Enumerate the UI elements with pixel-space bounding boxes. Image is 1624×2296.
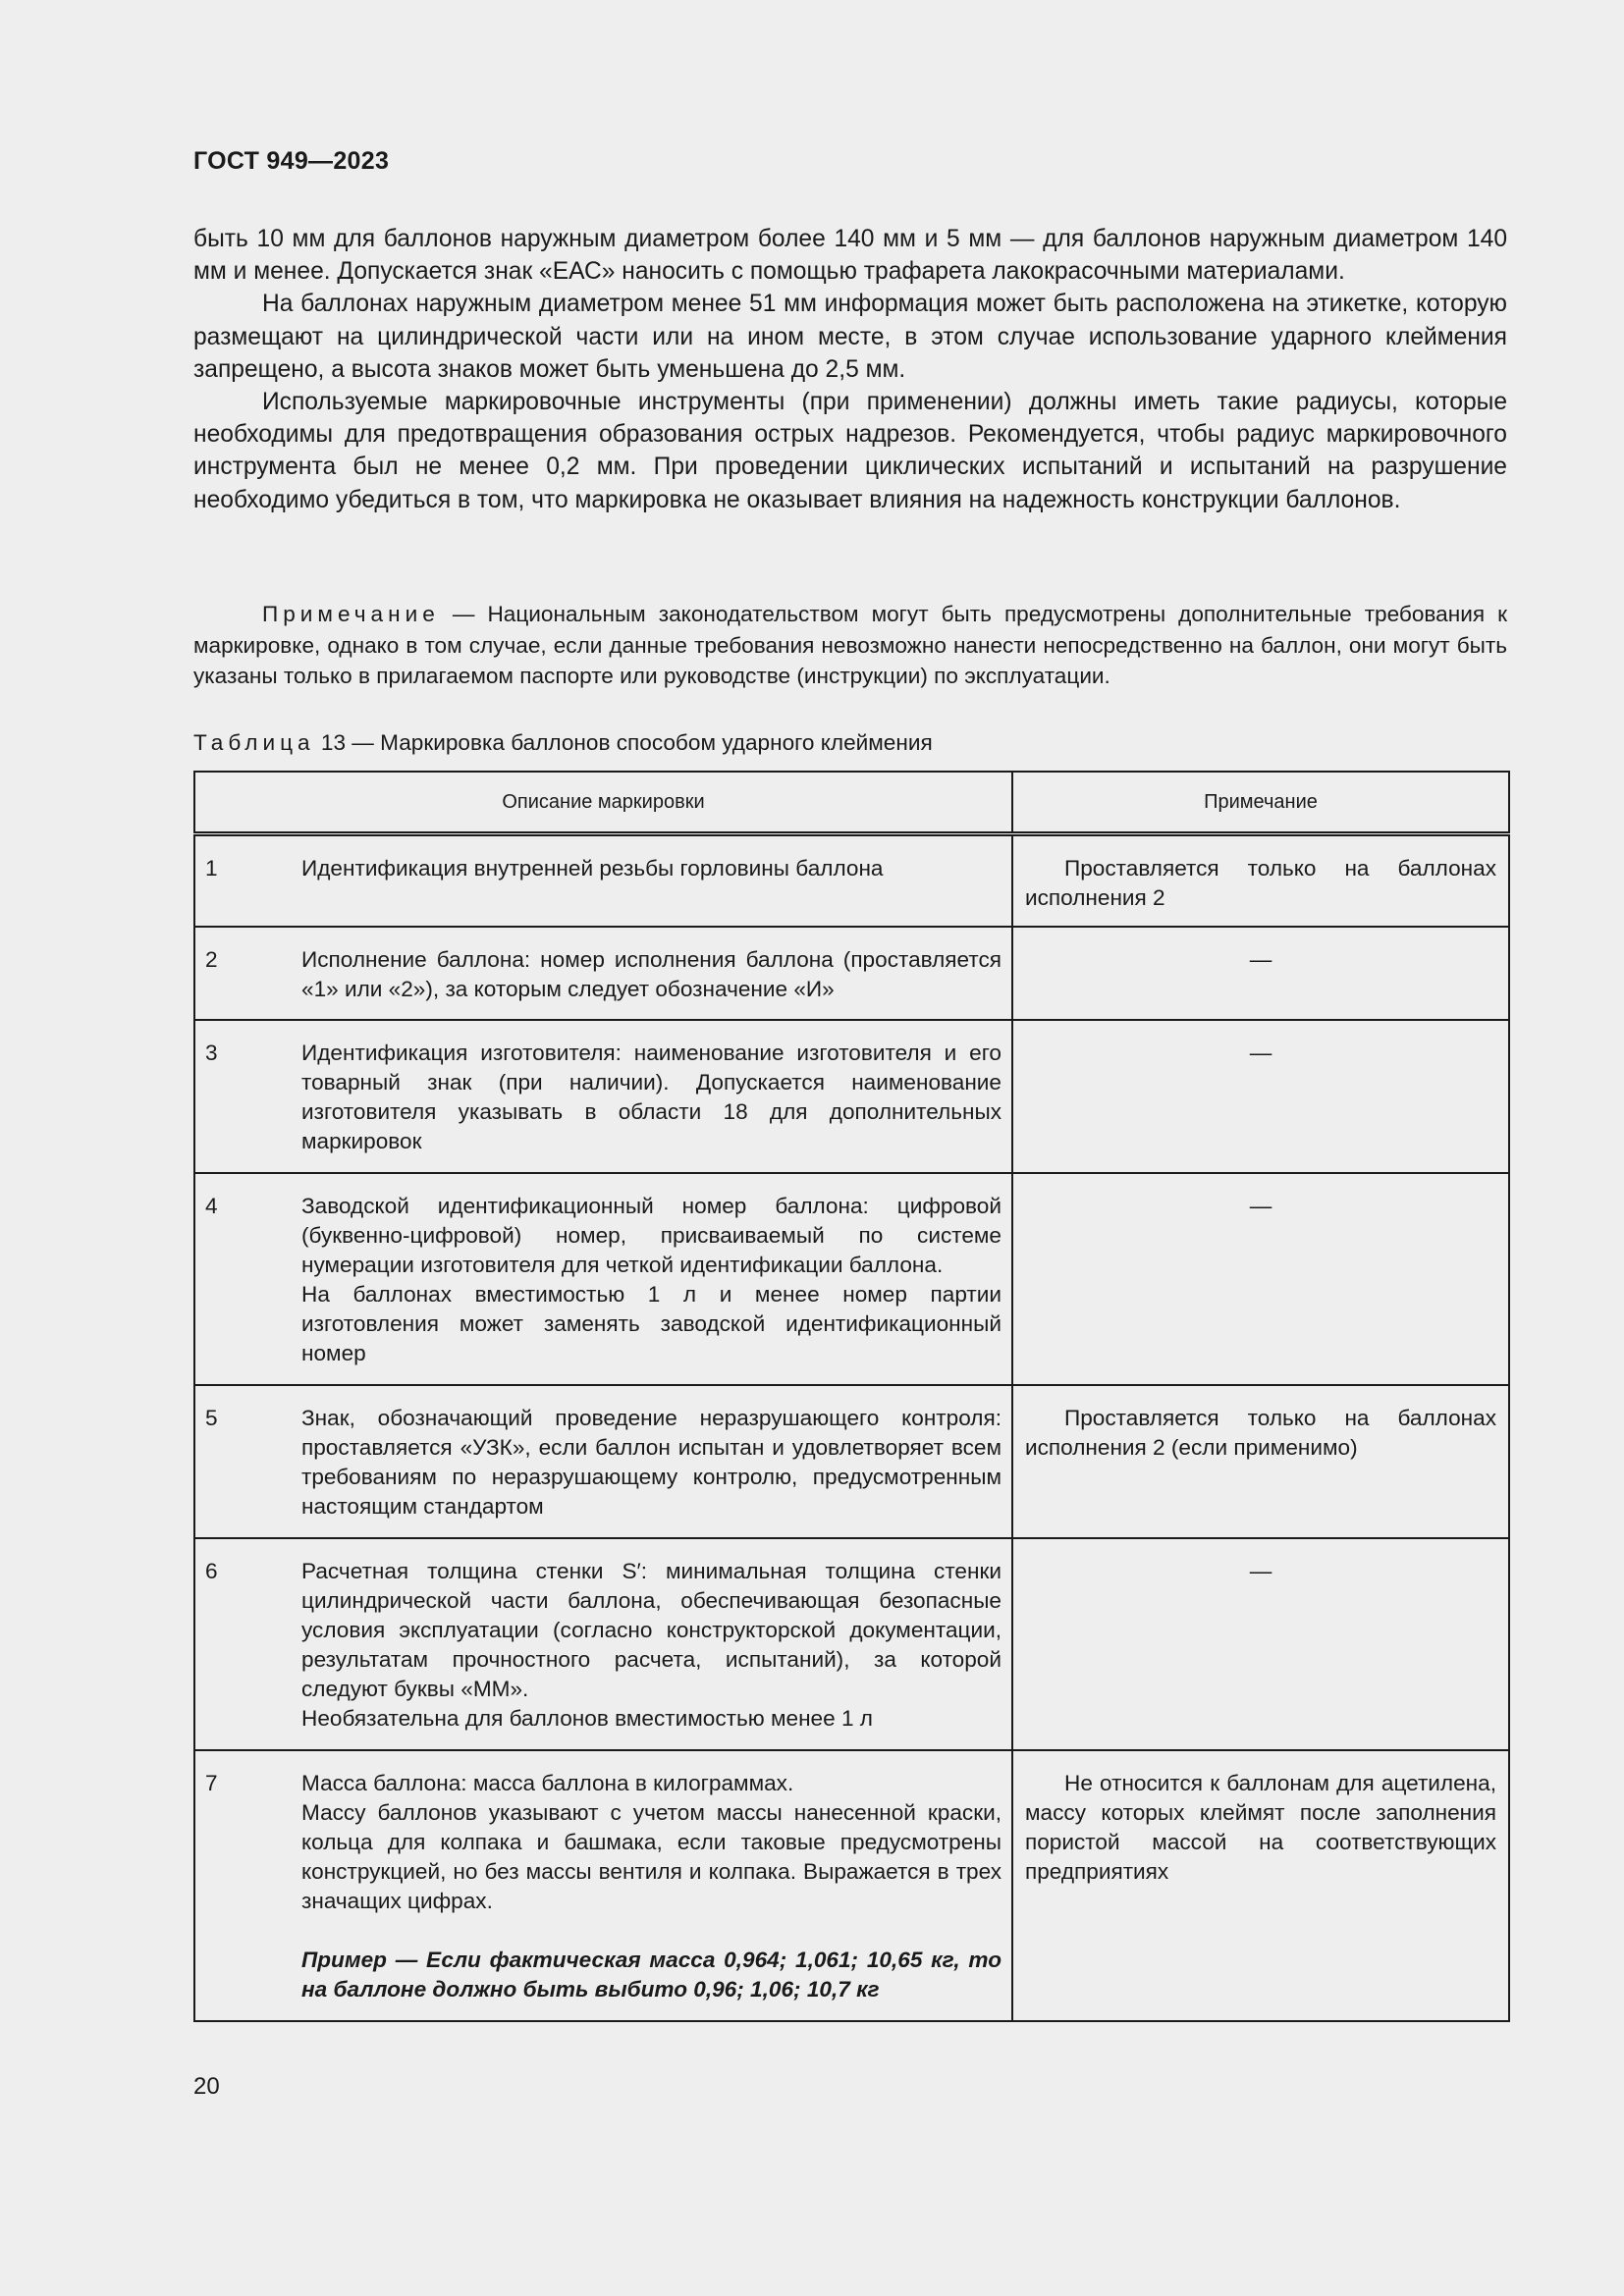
row-number: 5 — [205, 1405, 218, 1430]
row-description — [301, 945, 1001, 1004]
row-number: 1 — [205, 856, 218, 881]
description-line: Масса баллона: масса баллона в килограммах. — [301, 1770, 794, 1795]
note-label: Примечание — [262, 602, 440, 626]
table-row — [194, 927, 1509, 1020]
description-line: Идентификация изготовителя: наименование изготовителя и его товарный знак (при наличии). Допускается наименование изготовителя указывать в области 18 для дополнительных маркировок — [301, 1040, 1001, 1153]
row-description — [301, 1769, 1001, 2004]
description-line: Необязательна для баллонов вместимостью менее 1 л — [301, 1705, 873, 1731]
row-number: 4 — [205, 1193, 218, 1218]
description-line: Расчетная толщина стенки S′: минимальная толщина стенки цилиндрической части баллона, обеспечивающая безопасные условия эксплуатации (согласно конструкторской документации, результатам прочностного расчета, испытаний), за которой следуют буквы «ММ». — [301, 1558, 1001, 1701]
description-line: На баллонах вместимостью 1 л и менее номер партии изготовления может заменять заводской идентификационный номер — [301, 1281, 1001, 1365]
table-row — [194, 1020, 1509, 1173]
header-note: Примечание — [1012, 772, 1509, 834]
description-line: Заводской идентификационный номер баллона: цифровой (буквенно-цифровой) номер, присваиваемый по системе нумерации изготовителя для четкой идентификации баллона. — [301, 1193, 1001, 1277]
note-paragraph — [193, 599, 1507, 692]
table-row — [194, 1538, 1509, 1750]
table-row — [194, 1385, 1509, 1538]
row-description — [301, 854, 1001, 883]
row-number: 7 — [205, 1770, 218, 1795]
table-caption-text: 13 — Маркировка баллонов способом ударного клеймения — [320, 730, 933, 755]
row-number: 6 — [205, 1558, 218, 1583]
paragraph: Используемые маркировочные инструменты (при применении) должны иметь такие радиусы, которые необходимы для предотвращения образования острых надрезов. Рекомендуется, чтобы радиус маркировочного инструмента был не менее 0,2 мм. При проведении циклических испытаний и испытаний на разрушение необходимо убедиться в том, что маркировка не оказывает влияния на надежность конструкции баллонов. — [193, 389, 1507, 513]
table-caption-label: Таблица — [193, 730, 315, 755]
row-note: Не относится к баллонам для ацетилена, массу которых клеймят после заполнения пористой массой на соответствующих предприятиях — [1025, 1770, 1496, 1884]
table-row — [194, 1750, 1509, 2021]
paragraph: На баллонах наружным диаметром менее 51 мм информация может быть расположена на этикетке, которую размещают на цилиндрической части или на ином месте, в этом случае использование ударного клеймения запрещено, а высота знаков может быть уменьшена до 2,5 мм. — [193, 291, 1507, 383]
row-description — [301, 1404, 1001, 1522]
row-note: — — [1249, 1558, 1272, 1583]
row-number: 3 — [205, 1040, 218, 1065]
row-note: Проставляется только на баллонах исполнения 2 (если применимо) — [1025, 1405, 1496, 1460]
table-caption — [193, 728, 933, 758]
description-line: Знак, обозначающий проведение неразрушающего контроля: проставляется «УЗК», если баллон испытан и удовлетворяет всем требованиям по неразрушающему контролю, предусмотренным настоящим стандартом — [301, 1405, 1001, 1519]
header-description: Описание маркировки — [194, 772, 1012, 834]
row-description — [301, 1557, 1001, 1734]
row-description — [301, 1192, 1001, 1368]
standard-title: ГОСТ 949—2023 — [193, 147, 390, 175]
marking-table — [193, 771, 1510, 2022]
table-row — [194, 834, 1509, 927]
table-header-row — [194, 772, 1509, 834]
row-note: — — [1249, 946, 1272, 972]
page-number: 20 — [193, 2073, 220, 2100]
description-line: Массу баллонов указывают с учетом массы нанесенной краски, кольца для колпака и башмака, если таковые предусмотрены конструкцией, но без массы вентиля и колпака. Выражается в трех значащих цифрах. — [301, 1799, 1001, 1913]
row-description — [301, 1039, 1001, 1156]
row-note: — — [1249, 1040, 1272, 1065]
row-number: 2 — [205, 946, 218, 972]
description-line: Идентификация внутренней резьбы горловины баллона — [301, 856, 884, 881]
row-note: Проставляется только на баллонах исполнения 2 — [1025, 856, 1496, 910]
row-note: — — [1249, 1193, 1272, 1218]
table-row — [194, 1173, 1509, 1385]
example-text: Пример — Если фактическая масса 0,964; 1,061; 10,65 кг, то на баллоне должно быть выбито 0,96; 1,06; 10,7 кг — [301, 1947, 1001, 2002]
note-text: — Национальным законодательством могут быть предусмотрены дополнительные требования к маркировке, однако в том случае, если данные требования невозможно нанести непосредственно на баллон, они могут быть указаны только в прилагаемом паспорте или руководстве (инструкции) по эксплуатации. — [193, 602, 1507, 688]
description-line: Исполнение баллона: номер исполнения баллона (проставляется «1» или «2»), за которым следует обозначение «И» — [301, 946, 1001, 1001]
body-text — [193, 223, 1507, 516]
paragraph: быть 10 мм для баллонов наружным диаметром более 140 мм и 5 мм — для баллонов наружным диаметром 140 мм и менее. Допускается знак «ЕАС» наносить с помощью трафарета лакокрасочными материалами. — [193, 226, 1507, 286]
